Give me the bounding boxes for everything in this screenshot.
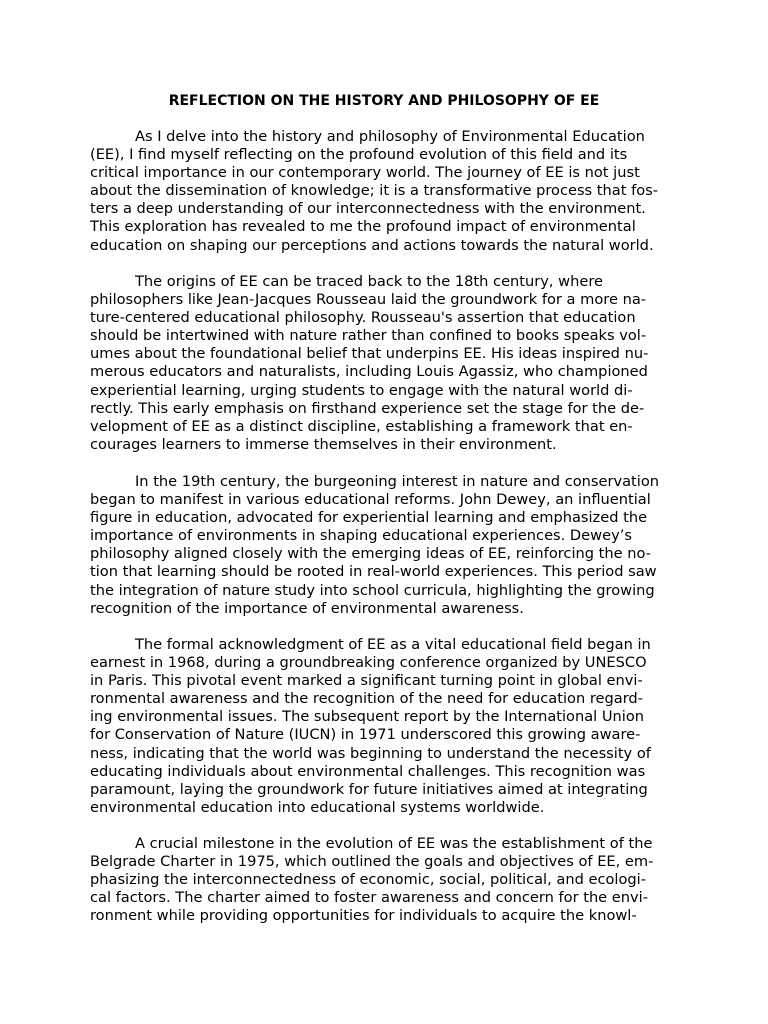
text-line: paramount, laying the groundwork for future initiatives aimed at integrating [90, 780, 648, 798]
paragraph-1 [90, 128, 690, 255]
paragraph-3 [90, 473, 690, 618]
text-line: In the 19th century, the burgeoning interest in nature and conservation [135, 473, 660, 490]
text-line: experiential learning, urging students to engage with the natural world di- [90, 381, 633, 399]
paragraph-5 [90, 835, 690, 925]
text-line: importance of environments in shaping educational experiences. Dewey’s [90, 527, 632, 545]
text-line: philosophy aligned closely with the emerging ideas of EE, reinforcing the no- [90, 545, 651, 563]
text-line: philosophers like Jean-Jacques Rousseau laid the groundwork for a more na- [90, 291, 647, 309]
text-line: umes about the foundational belief that underpins EE. His ideas inspired nu- [90, 345, 649, 363]
text-line: (EE), I find myself reflecting on the profound evolution of this field and its [90, 146, 628, 164]
text-line: ters a deep understanding of our interconnectedness with the environment. [90, 200, 646, 218]
text-line: in Paris. This pivotal event marked a significant turning point in global envi- [90, 672, 643, 690]
text-line: began to manifest in various educational reforms. John Dewey, an influential [90, 491, 651, 509]
text-line: cal factors. The charter aimed to foster awareness and concern for the envi- [90, 889, 648, 907]
text-line: the integration of nature study into school curricula, highlighting the growing [90, 581, 655, 599]
text-line: educating individuals about environmental challenges. This recognition was [90, 762, 646, 780]
text-line: tion that learning should be rooted in real-world experiences. This period saw [90, 563, 657, 581]
text-line: As I delve into the history and philosophy of Environmental Education [135, 128, 645, 145]
text-line: ronmental awareness and the recognition of the need for education regard- [90, 690, 643, 708]
text-line: environmental education into educational systems worldwide. [90, 798, 545, 816]
paragraph-4 [90, 636, 690, 817]
text-line: merous educators and naturalists, including Louis Agassiz, who championed [90, 363, 648, 381]
text-line: phasizing the interconnectedness of economic, social, political, and ecologi- [90, 871, 646, 889]
text-line: velopment of EE as a distinct discipline, establishing a framework that en- [90, 417, 633, 435]
text-line: figure in education, advocated for experiential learning and emphasized the [90, 509, 648, 527]
text-line: critical importance in our contemporary world. The journey of EE is not just [90, 164, 640, 182]
text-line: ing environmental issues. The subsequent report by the International Union [90, 708, 645, 726]
text-line: A crucial milestone in the evolution of EE was the establishment of the [135, 835, 653, 852]
text-line: This exploration has revealed to me the profound impact of environmental [90, 218, 636, 236]
document-title: REFLECTION ON THE HISTORY AND PHILOSOPHY OF EE [168, 93, 600, 109]
text-line: recognition of the importance of environmental awareness. [90, 599, 524, 617]
text-line: earnest in 1968, during a groundbreaking conference organized by UNESCO [90, 654, 647, 672]
text-line: courages learners to immerse themselves in their environment. [90, 435, 557, 453]
text-line: about the dissemination of knowledge; it is a transformative process that fos- [90, 182, 659, 200]
text-line: should be intertwined with nature rather than confined to books speaks vol- [90, 327, 647, 345]
text-line: ronment while providing opportunities for individuals to acquire the knowl- [90, 907, 637, 925]
text-line: ness, indicating that the world was beginning to understand the necessity of [90, 744, 651, 762]
text-line: The origins of EE can be traced back to the 18th century, where [135, 273, 604, 290]
text-line: rectly. This early emphasis on firsthand experience set the stage for the de- [90, 399, 645, 417]
paragraph-2 [90, 273, 690, 454]
text-line: education on shaping our perceptions and actions towards the natural world. [90, 236, 654, 254]
text-line: Belgrade Charter in 1975, which outlined the goals and objectives of EE, em- [90, 853, 654, 871]
text-line: The formal acknowledgment of EE as a vital educational field began in [135, 636, 651, 653]
text-line: for Conservation of Nature (IUCN) in 1971 underscored this growing aware- [90, 726, 641, 744]
text-line: ture-centered educational philosophy. Rousseau's assertion that education [90, 309, 636, 327]
